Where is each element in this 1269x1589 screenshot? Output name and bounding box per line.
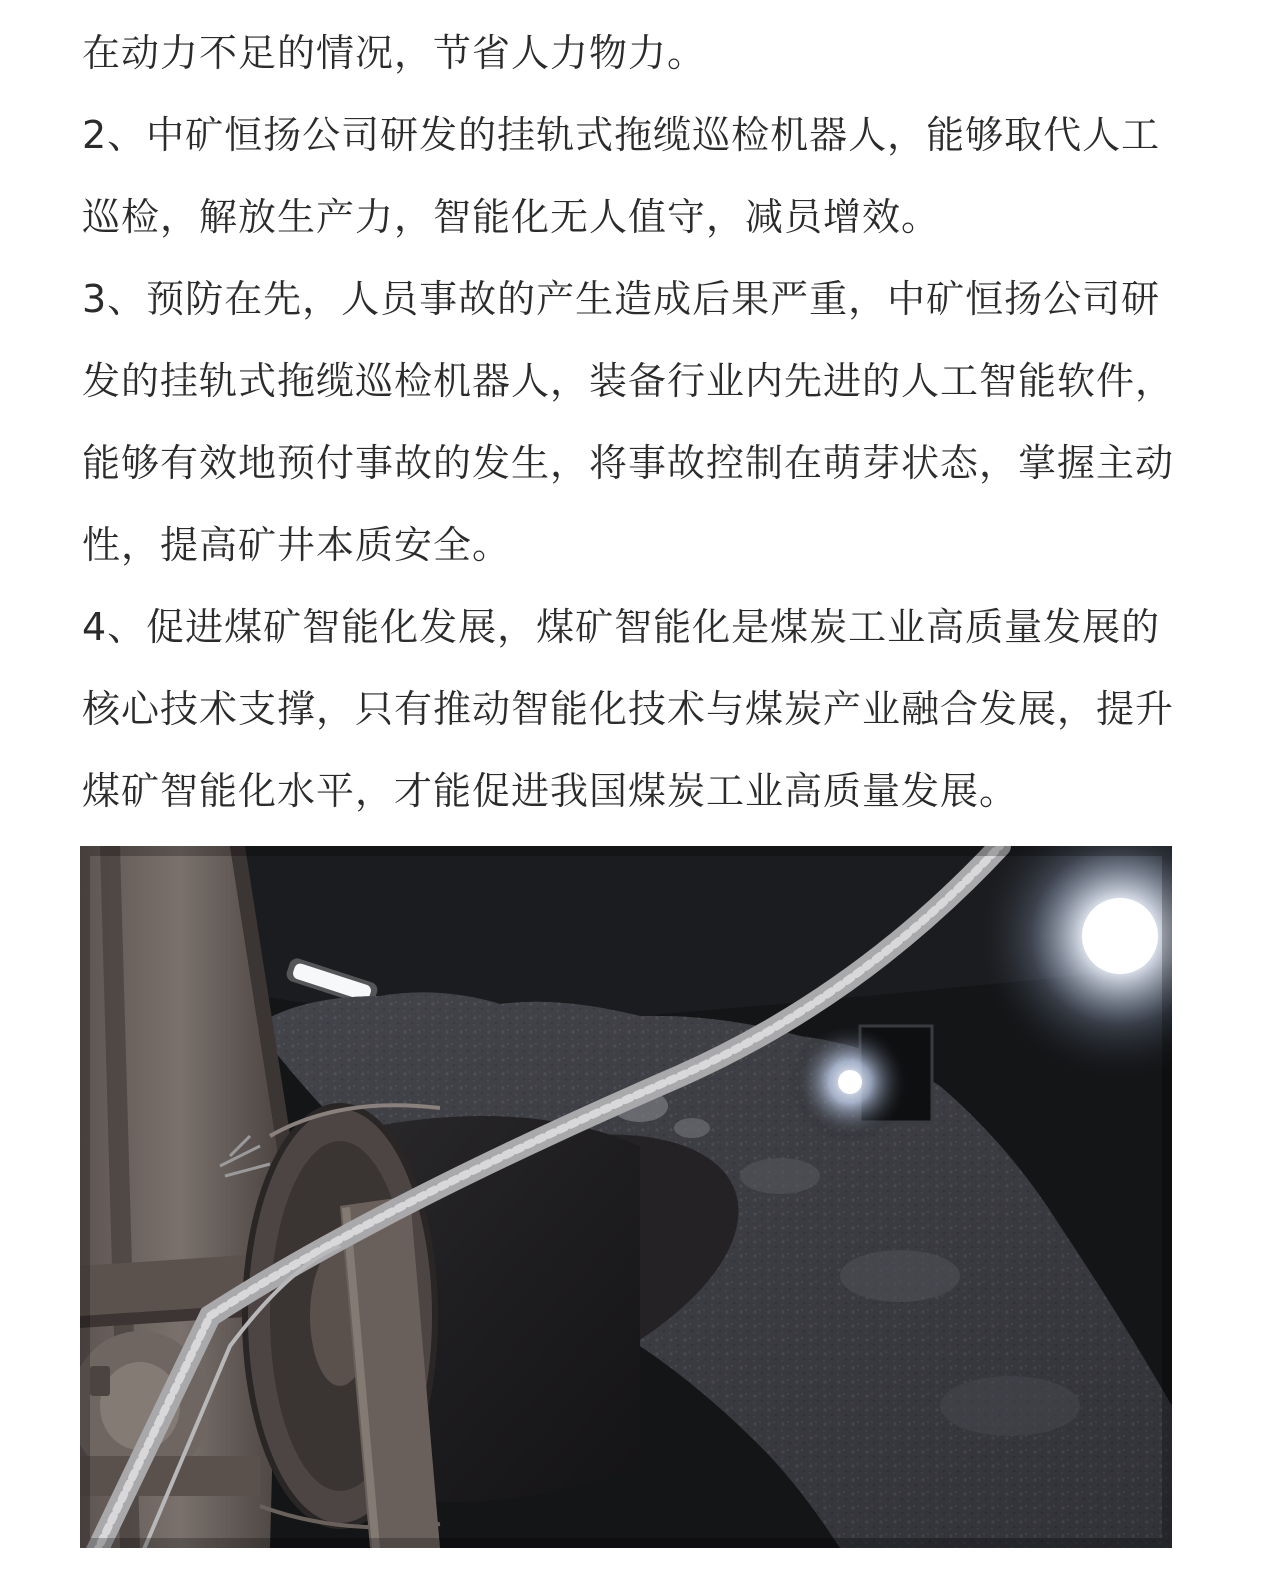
text-line-7: 性，提高矿井本质安全。 <box>82 523 512 567</box>
mine-conveyor-photo <box>80 846 1172 1548</box>
document-body <box>82 12 1178 832</box>
text-line-3: 巡检，解放生产力，智能化无人值守，减员增效。 <box>82 195 941 239</box>
text-line-10: 煤矿智能化水平，才能促进我国煤炭工业高质量发展。 <box>82 769 1019 813</box>
text-line-4: 3、预防在先，人员事故的产生造成后果严重，中矿恒扬公司研 <box>82 277 1161 321</box>
text-line-8: 4、促进煤矿智能化发展，煤矿智能化是煤炭工业高质量发展的 <box>82 605 1161 649</box>
text-line-6: 能够有效地预付事故的发生，将事故控制在萌芽状态，掌握主动 <box>82 441 1175 485</box>
text-line-9: 核心技术支撑，只有推动智能化技术与煤炭产业融合发展，提升 <box>82 687 1175 731</box>
text-line-2: 2、中矿恒扬公司研发的挂轨式拖缆巡检机器人，能够取代人工 <box>82 113 1161 157</box>
text-line-5: 发的挂轨式拖缆巡检机器人，装备行业内先进的人工智能软件， <box>82 359 1175 403</box>
text-line-1: 在动力不足的情况，节省人力物力。 <box>82 31 707 75</box>
conveyor-scene-illustration <box>80 846 1172 1548</box>
